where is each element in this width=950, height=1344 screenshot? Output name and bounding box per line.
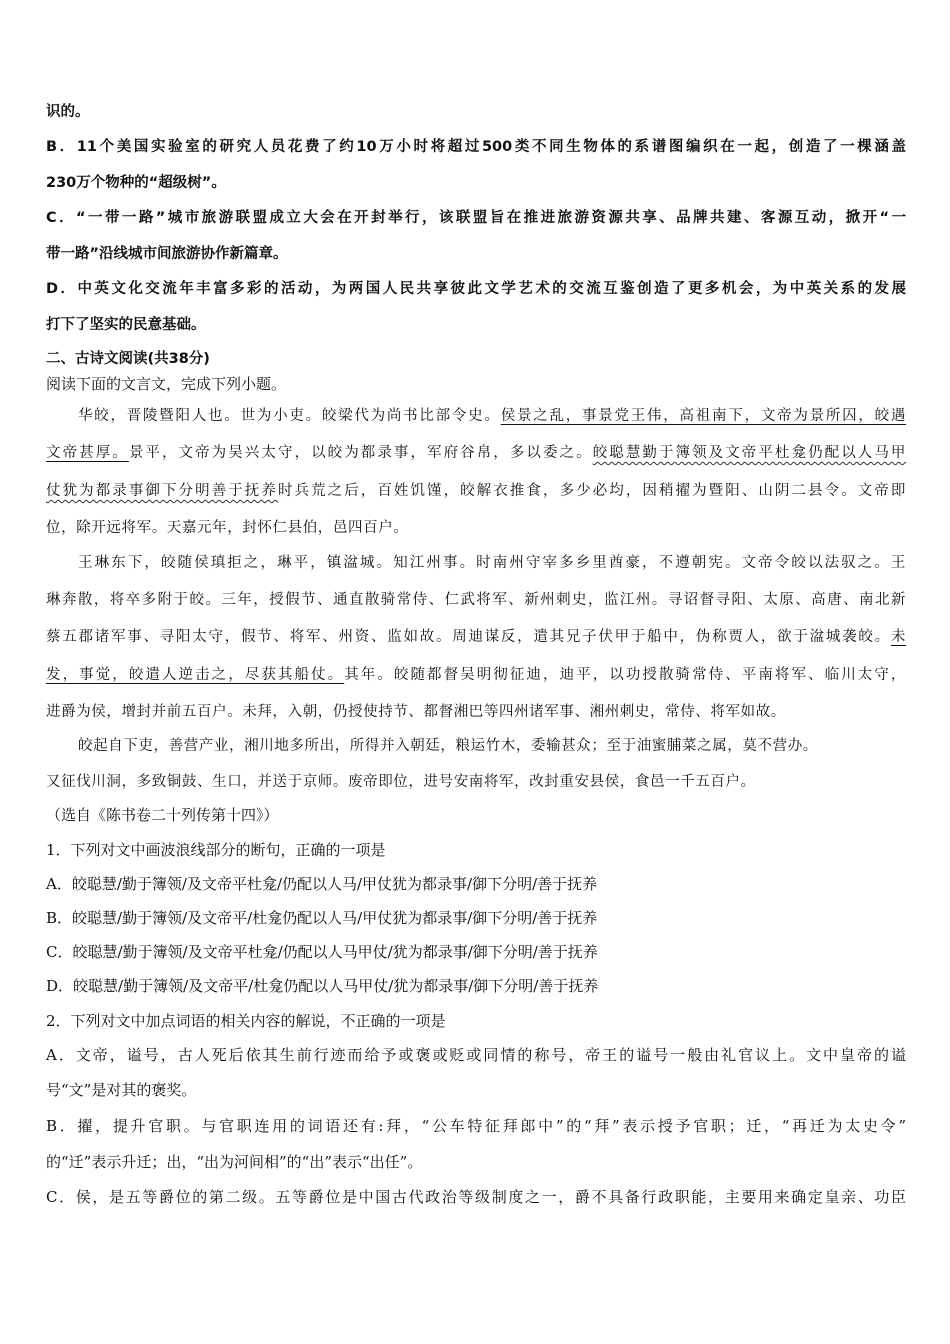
prev-option-d: D．中英文化交流年丰富多彩的活动，为两国人民共享彼此文学艺术的交流互鉴创造了更多机会，为中英关系的发展 xyxy=(46,281,906,297)
passage-text: 蔡五郡诸军事、寻阳太守，假节、将军、州资、监如故。周迪谋反，遣其兄子伏甲于船中，伪称贾人，欲于湓城袭皎。 xyxy=(46,629,891,645)
passage-text: 景平，文帝为吴兴太守，以皎为都录事，军府谷帛，多以委之。 xyxy=(128,445,593,461)
section-instruction: 阅读下面的文言文，完成下列小题。 xyxy=(46,375,287,393)
passage-p3-line2: 又征伐川洞，多致铜鼓、生口，并送于京师。废帝即位，进号安南将军，改封重安县侯，食邑一千五百户。 xyxy=(46,774,756,790)
passage-p1-line1 xyxy=(78,406,906,426)
passage-text: 华皎，晋陵暨阳人也。世为小吏。皎梁代为尚书比部令史。 xyxy=(78,408,501,424)
passage-p3-line1: 皎起自下吏，善营产业，湘川地多所出，所得并入朝廷，粮运竹木，委输甚众；至于油蜜脯菜之属，莫不营办。 xyxy=(78,738,818,754)
q2-option-b-cont: 的“迁”表示升迁；出，“出为河间相”的“出”表示“出任”。 xyxy=(46,1153,423,1171)
passage-p2-line5: 进爵为侯，增封并前五百户。未拜，入朝，仍授使持节、都督湘巴等四州诸军事、湘州刺史，常侍、将军如故。 xyxy=(46,704,786,720)
section-heading: 二、古诗文阅读(共38分) xyxy=(46,351,210,367)
passage-p2-line4 xyxy=(46,665,906,685)
q1-option-d[interactable]: D．皎聪慧/勤于簿领/及文帝平/杜龛仍配以人马甲仗/犹为都录事/御下分明/善于抚养 xyxy=(46,977,599,995)
wavy-underlined-sentence: 仗犹为都录事御下分明善于抚养 xyxy=(46,483,278,499)
q2-option-a[interactable]: A．文帝，谥号，古人死后依其生前行迹而给予或褒或贬或同情的称号，帝王的谥号一般由礼官议上。文中皇帝的谥 xyxy=(46,1046,906,1064)
passage-source: （选自《陈书卷二十列传第十四》） xyxy=(46,806,279,824)
passage-p2-line1: 王琳东下，皎随侯瑱拒之，琳平，镇湓城。知江州事。时南州守宰多乡里酋豪，不遵朝宪。文帝令皎以法驭之。王 xyxy=(78,555,906,571)
q2-option-b[interactable]: B．擢，提升官职。与官职连用的词语还有:拜，“公车特征拜郎中”的“拜”表示授予官职；迁，“再迁为太史令” xyxy=(46,1117,906,1135)
q2-option-a-cont: 号“文”是对其的褒奖。 xyxy=(46,1081,197,1099)
q2-option-c[interactable]: C．侯，是五等爵位的第二级。五等爵位是中国古代政治等级制度之一，爵不具备行政职能，主要用来确定皇亲、功臣 xyxy=(46,1188,906,1206)
prev-option-a-tail: 识的。 xyxy=(46,104,90,120)
underlined-sentence: 侯景之乱，事景党王伟，高祖南下，文帝为景所囚，皎遇 xyxy=(500,408,906,424)
underlined-sentence: 未 xyxy=(890,629,906,645)
q1-option-b[interactable]: B．皎聪慧/勤于簿领/及文帝平/杜龛仍配以人马/甲仗犹为都录事/御下分明/善于抚养 xyxy=(46,909,598,927)
passage-p1-line4: 位，除开远将军。天嘉元年，封怀仁县伯，邑四百户。 xyxy=(46,520,409,536)
underlined-sentence: 文帝甚厚。 xyxy=(46,445,129,461)
passage-p1-line2 xyxy=(46,443,906,463)
prev-option-b: B．11个美国实验室的研究人员花费了约10万小时将超过500类不同生物体的系谱图编织在一起，创造了一棵涵盖 xyxy=(46,139,906,155)
q1-option-c[interactable]: C．皎聪慧/勤于簿领/及文帝平杜龛/仍配以人马甲仗/犹为都录事/御下分明/善于抚养 xyxy=(46,943,598,961)
passage-text: 时兵荒之后，百姓饥馑，皎解衣推食，多少必均，因稍擢为暨阳、山阴二县令。文帝即 xyxy=(277,483,906,499)
q2-stem: 2．下列对文中加点词语的相关内容的解说，不正确的一项是 xyxy=(46,1012,446,1030)
passage-p1-line3 xyxy=(46,481,906,501)
prev-option-c: C．“一带一路”城市旅游联盟成立大会在开封举行，该联盟旨在推进旅游资源共享、品牌共建、客源互动，掀开“一 xyxy=(46,210,906,226)
prev-option-c-cont: 带一路”沿线城市间旅游协作新篇章。 xyxy=(46,246,288,262)
underlined-sentence: 发，事觉，皎遣人逆击之，尽获其船仗。 xyxy=(46,667,345,683)
prev-option-b-cont: 230万个物种的“超级树”。 xyxy=(46,175,226,191)
wavy-underlined-sentence: 皎聪慧勤于簿领及文帝平杜龛仍配以人马甲 xyxy=(592,445,906,461)
q1-option-a[interactable]: A．皎聪慧/勤于簿领/及文帝平杜龛/仍配以人马/甲仗犹为都录事/御下分明/善于抚养 xyxy=(46,875,598,893)
q1-stem: 1．下列对文中画波浪线部分的断句，正确的一项是 xyxy=(46,841,386,859)
passage-p2-line2: 琳奔散，将卒多附于皎。三年，授假节、通直散骑常侍、仁武将军、新州刺史，监江州。寻诏督寻阳、太原、高唐、南北新 xyxy=(46,592,906,608)
passage-text: 其年。皎随都督吴明彻征迪，迪平，以功授散骑常侍、平南将军、临川太守， xyxy=(344,667,906,683)
passage-p2-line3 xyxy=(46,627,906,647)
prev-option-d-cont: 打下了坚实的民意基础。 xyxy=(46,317,206,333)
